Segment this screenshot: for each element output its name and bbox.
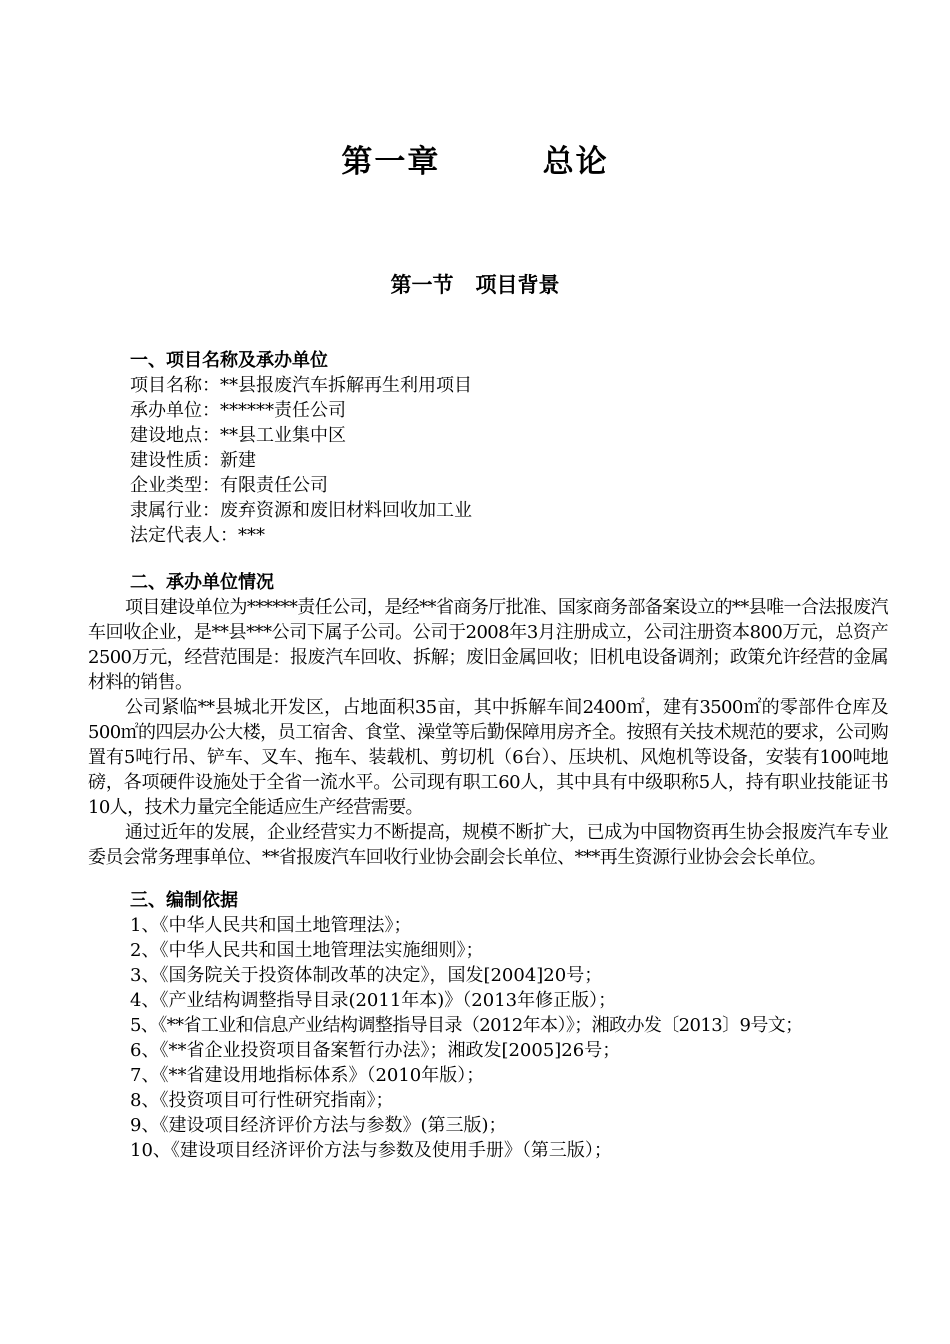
reference-item: 5、《**省工业和信息产业结构调整指导目录（2012年本）》；湘政办发〔2013〕9号文； bbox=[130, 1015, 803, 1036]
chapter-title: 第一章 总论 bbox=[341, 144, 609, 180]
part3-heading: 三、编制依据 bbox=[130, 890, 238, 911]
field-nature: 建设性质：新建 bbox=[130, 450, 256, 471]
field-enterprise-type: 企业类型：有限责任公司 bbox=[130, 475, 328, 496]
reference-item: 3、《国务院关于投资体制改革的决定》，国发[2004]20号； bbox=[130, 965, 603, 986]
reference-item: 9、《建设项目经济评价方法与参数》(第三版)； bbox=[130, 1115, 507, 1136]
field-host-unit: 承办单位：******责任公司 bbox=[130, 400, 346, 421]
part1-heading: 一、项目名称及承办单位 bbox=[130, 350, 328, 371]
reference-item: 2、《中华人民共和国土地管理法实施细则》； bbox=[130, 940, 484, 961]
section-title: 第一节 项目背景 bbox=[390, 273, 560, 297]
spacer bbox=[88, 870, 888, 888]
reference-item: 4、《产业结构调整指导目录(2011年本)》（2013年修正版）； bbox=[130, 990, 617, 1011]
paragraph-company-overview: 项目建设单位为******责任公司，是经**省商务厅批准、国家商务部备案设立的**县唯一合法报废汽车回收企业，是**县***公司下属子公司。公司于2008年3月注册成立，公司注册资本800万元，总资产2500万元，经营范围是：报废汽车回收、拆解；废旧金属回收；旧机电设备调剂；政策允许经营的金属材料的销售。 bbox=[88, 597, 888, 693]
reference-item: 10、《建设项目经济评价方法与参数及使用手册》（第三版）； bbox=[130, 1140, 612, 1161]
document-body bbox=[88, 348, 888, 1163]
reference-item: 8、《投资项目可行性研究指南》； bbox=[130, 1090, 394, 1111]
field-location: 建设地点：**县工业集中区 bbox=[130, 425, 346, 446]
reference-item: 6、《**省企业投资项目备案暂行办法》；湘政发[2005]26号； bbox=[130, 1040, 621, 1061]
field-industry: 隶属行业：废弃资源和废旧材料回收加工业 bbox=[130, 500, 472, 521]
reference-item: 1、《中华人民共和国土地管理法》； bbox=[130, 915, 412, 936]
reference-item: 7、《**省建设用地指标体系》（2010年版）； bbox=[130, 1065, 485, 1086]
paragraph-development: 通过近年的发展，企业经营实力不断提高，规模不断扩大，已成为中国物资再生协会报废汽车专业委员会常务理事单位、**省报废汽车回收行业协会副会长单位、***再生资源行业协会会长单位。 bbox=[88, 822, 888, 868]
field-project-name: 项目名称：**县报废汽车拆解再生利用项目 bbox=[130, 375, 472, 396]
paragraph-facilities: 公司紧临**县城北开发区，占地面积35亩，其中拆解车间2400㎡，建有3500㎡的零部件仓库及500㎡的四层办公大楼，员工宿舍、食堂、澡堂等后勤保障用房齐全。按照有关技术规范的要求，公司购置有5吨行吊、铲车、叉车、拖车、装载机、剪切机（6台）、压块机、风炮机等设备，安装有100吨地磅，各项硬件设施处于全省一流水平。公司现有职工60人，其中具有中级职称5人，持有职业技能证书10人，技术力量完全能适应生产经营需要。 bbox=[88, 697, 888, 818]
spacer bbox=[88, 548, 888, 570]
part2-heading: 二、承办单位情况 bbox=[130, 572, 274, 593]
field-legal-representative: 法定代表人：*** bbox=[130, 525, 265, 546]
